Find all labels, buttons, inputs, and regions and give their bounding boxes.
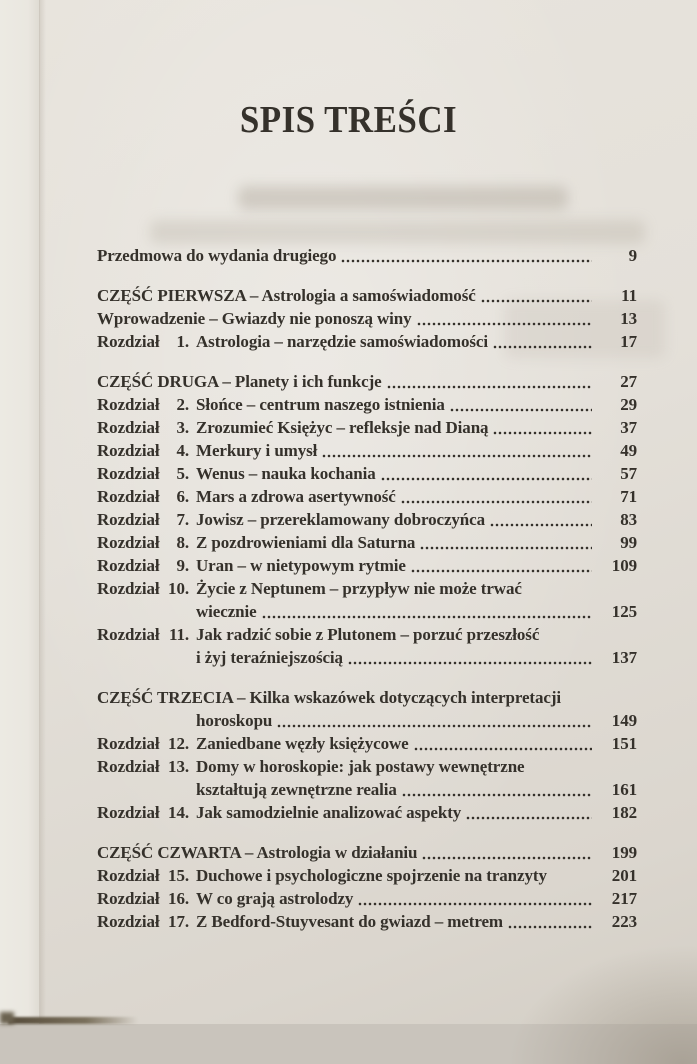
chapter-number: 17. <box>168 912 189 931</box>
page-number: 217 <box>611 889 637 908</box>
page-bleed-through <box>238 186 568 210</box>
toc-row <box>97 600 637 623</box>
entry-title: Duchowe i psychologiczne spojrzenie na tranzyty <box>196 866 547 885</box>
page-number: 99 <box>620 533 637 552</box>
chapter-number: 11. <box>168 625 189 644</box>
page-number: 57 <box>620 464 637 483</box>
page-number: 137 <box>611 648 637 667</box>
page-number: 13 <box>620 309 637 328</box>
dot-leader <box>417 307 592 330</box>
entry-title: Zrozumieć Księżyc – refleksje nad Dianą <box>196 418 489 437</box>
chapter-number: 14. <box>168 803 189 822</box>
chapter-word: Rozdział <box>97 510 160 529</box>
toc-row <box>97 732 637 755</box>
chapter-number: 5. <box>176 464 189 483</box>
dot-leader <box>341 244 592 267</box>
dot-leader <box>401 485 592 508</box>
page-number: 161 <box>611 780 637 799</box>
toc-row <box>97 577 637 600</box>
toc-row <box>97 887 637 910</box>
chapter-number: 15. <box>168 866 189 885</box>
entry-title: CZĘŚĆ PIERWSZA – Astrologia a samoświadomość <box>97 286 476 305</box>
page-left-edge <box>0 0 40 1024</box>
chapter-prefix <box>97 485 189 508</box>
chapter-prefix <box>97 393 189 416</box>
page-crease <box>39 0 46 1024</box>
toc-row <box>97 709 637 732</box>
entry-title: CZĘŚĆ CZWARTA – Astrologia w działaniu <box>97 843 418 862</box>
toc-row <box>97 910 637 933</box>
chapter-prefix <box>97 554 189 577</box>
entry-title: horoskopu <box>196 711 273 730</box>
dot-leader <box>450 393 592 416</box>
toc-row <box>97 393 637 416</box>
toc-row <box>97 801 637 824</box>
dot-leader <box>277 709 592 732</box>
toc-row <box>97 244 637 267</box>
dot-leader <box>387 370 592 393</box>
chapter-number: 6. <box>176 487 189 506</box>
page-number: 27 <box>620 372 637 391</box>
chapter-number: 12. <box>168 734 189 753</box>
chapter-number: 10. <box>168 579 189 598</box>
page-number: 83 <box>620 510 637 529</box>
chapter-prefix <box>97 623 189 646</box>
entry-title: Domy w horoskopie: jak postawy wewnętrzne <box>196 757 525 776</box>
entry-title: W co grają astrolodzy <box>196 889 354 908</box>
chapter-prefix <box>97 462 189 485</box>
entry-title: Mars a zdrowa asertywność <box>196 487 396 506</box>
photo-shadow <box>507 944 697 1064</box>
page-number: 199 <box>611 843 637 862</box>
chapter-word: Rozdział <box>97 464 160 483</box>
chapter-word: Rozdział <box>97 332 160 351</box>
chapter-prefix <box>97 864 189 887</box>
toc-row <box>97 307 637 330</box>
chapter-prefix <box>97 439 189 462</box>
entry-title: kształtują zewnętrzne realia <box>196 780 397 799</box>
dot-leader <box>262 600 592 623</box>
entry-title: Merkury i umysł <box>196 441 318 460</box>
entry-title: i żyj teraźniejszością <box>196 648 343 667</box>
dot-leader <box>493 330 592 353</box>
entry-title: Jowisz – przereklamowany dobroczyńca <box>196 510 485 529</box>
entry-title: CZĘŚĆ DRUGA – Planety i ich funkcje <box>97 372 382 391</box>
page-bleed-through <box>150 220 645 244</box>
entry-title: Uran – w nietypowym rytmie <box>196 556 406 575</box>
toc-row <box>97 508 637 531</box>
chapter-number: 9. <box>176 556 189 575</box>
chapter-number: 7. <box>176 510 189 529</box>
toc-row <box>97 646 637 669</box>
entry-title: CZĘŚĆ TRZECIA – Kilka wskazówek dotyczących interpretacji <box>97 688 562 707</box>
chapter-word: Rozdział <box>97 441 160 460</box>
page-number: 109 <box>611 556 637 575</box>
chapter-word: Rozdział <box>97 912 160 931</box>
chapter-word: Rozdział <box>97 734 160 753</box>
chapter-word: Rozdział <box>97 533 160 552</box>
chapter-prefix <box>97 577 189 600</box>
chapter-word: Rozdział <box>97 625 160 644</box>
chapter-word: Rozdział <box>97 757 160 776</box>
entry-title: Przedmowa do wydania drugiego <box>97 246 337 265</box>
chapter-number: 3. <box>176 418 189 437</box>
entry-title: Słońce – centrum naszego istnienia <box>196 395 445 414</box>
page-number: 125 <box>611 602 637 621</box>
dot-leader <box>358 887 592 910</box>
chapter-number: 2. <box>176 395 189 414</box>
entry-title: Astrologia – narzędzie samoświadomości <box>196 332 488 351</box>
dot-leader <box>414 732 592 755</box>
entry-title: Życie z Neptunem – przypływ nie może trwać <box>196 579 522 598</box>
chapter-word: Rozdział <box>97 889 160 908</box>
dot-leader <box>422 841 592 864</box>
page-number: 149 <box>611 711 637 730</box>
chapter-number: 13. <box>168 757 189 776</box>
chapter-prefix <box>97 330 189 353</box>
dot-leader <box>402 778 592 801</box>
table-edge <box>8 1017 138 1024</box>
page-number: 223 <box>611 912 637 931</box>
toc-row <box>97 686 637 709</box>
page-number: 201 <box>611 866 637 885</box>
chapter-word: Rozdział <box>97 556 160 575</box>
toc-row <box>97 330 637 353</box>
entry-title: Wenus – nauka kochania <box>196 464 376 483</box>
chapter-number: 16. <box>168 889 189 908</box>
dot-leader <box>322 439 592 462</box>
toc-row <box>97 755 637 778</box>
chapter-word: Rozdział <box>97 487 160 506</box>
entry-title: Z pozdrowieniami dla Saturna <box>196 533 416 552</box>
chapter-prefix <box>97 416 189 439</box>
toc-row <box>97 623 637 646</box>
chapter-word: Rozdział <box>97 803 160 822</box>
dot-leader <box>466 801 592 824</box>
toc-row <box>97 370 637 393</box>
page-number: 182 <box>611 803 637 822</box>
chapter-word: Rozdział <box>97 579 160 598</box>
dot-leader <box>490 508 592 531</box>
toc-row <box>97 864 637 887</box>
toc-row <box>97 416 637 439</box>
page-number: 37 <box>620 418 637 437</box>
dot-leader <box>552 864 592 887</box>
entry-title: Zaniedbane węzły księżycowe <box>196 734 409 753</box>
entry-title: wiecznie <box>196 602 257 621</box>
dot-leader <box>420 531 592 554</box>
table-of-contents <box>97 244 637 933</box>
dot-leader <box>481 284 592 307</box>
chapter-prefix <box>97 508 189 531</box>
entry-title: Jak radzić sobie z Plutonem – porzuć przeszłość <box>196 625 540 644</box>
toc-row <box>97 841 637 864</box>
entry-title: Wprowadzenie – Gwiazdy nie ponoszą winy <box>97 309 412 328</box>
entry-title: Jak samodzielnie analizować aspekty <box>196 803 462 822</box>
page-number: 71 <box>620 487 637 506</box>
chapter-number: 1. <box>176 332 189 351</box>
toc-row <box>97 554 637 577</box>
page-number: 29 <box>620 395 637 414</box>
dot-leader <box>411 554 592 577</box>
dot-leader <box>381 462 592 485</box>
chapter-number: 4. <box>176 441 189 460</box>
page-number: 49 <box>620 441 637 460</box>
page-number: 11 <box>621 286 637 305</box>
chapter-prefix <box>97 755 189 778</box>
dot-leader <box>348 646 592 669</box>
toc-row <box>97 284 637 307</box>
chapter-word: Rozdział <box>97 866 160 885</box>
chapter-prefix <box>97 531 189 554</box>
table-edge-corner <box>0 1012 14 1024</box>
toc-row <box>97 778 637 801</box>
toc-row <box>97 485 637 508</box>
dot-leader <box>493 416 592 439</box>
page-title: SPIS TREŚCI <box>239 99 458 141</box>
toc-row <box>97 531 637 554</box>
entry-title: Z Bedford-Stuyvesant do gwiazd – metrem <box>196 912 503 931</box>
chapter-prefix <box>97 887 189 910</box>
chapter-prefix <box>97 910 189 933</box>
chapter-word: Rozdział <box>97 395 160 414</box>
dot-leader <box>508 910 592 933</box>
toc-row <box>97 462 637 485</box>
page-number: 17 <box>620 332 637 351</box>
page-number: 9 <box>628 246 637 265</box>
chapter-word: Rozdział <box>97 418 160 437</box>
toc-row <box>97 439 637 462</box>
page-number: 151 <box>611 734 637 753</box>
chapter-number: 8. <box>176 533 189 552</box>
chapter-prefix <box>97 732 189 755</box>
chapter-prefix <box>97 801 189 824</box>
